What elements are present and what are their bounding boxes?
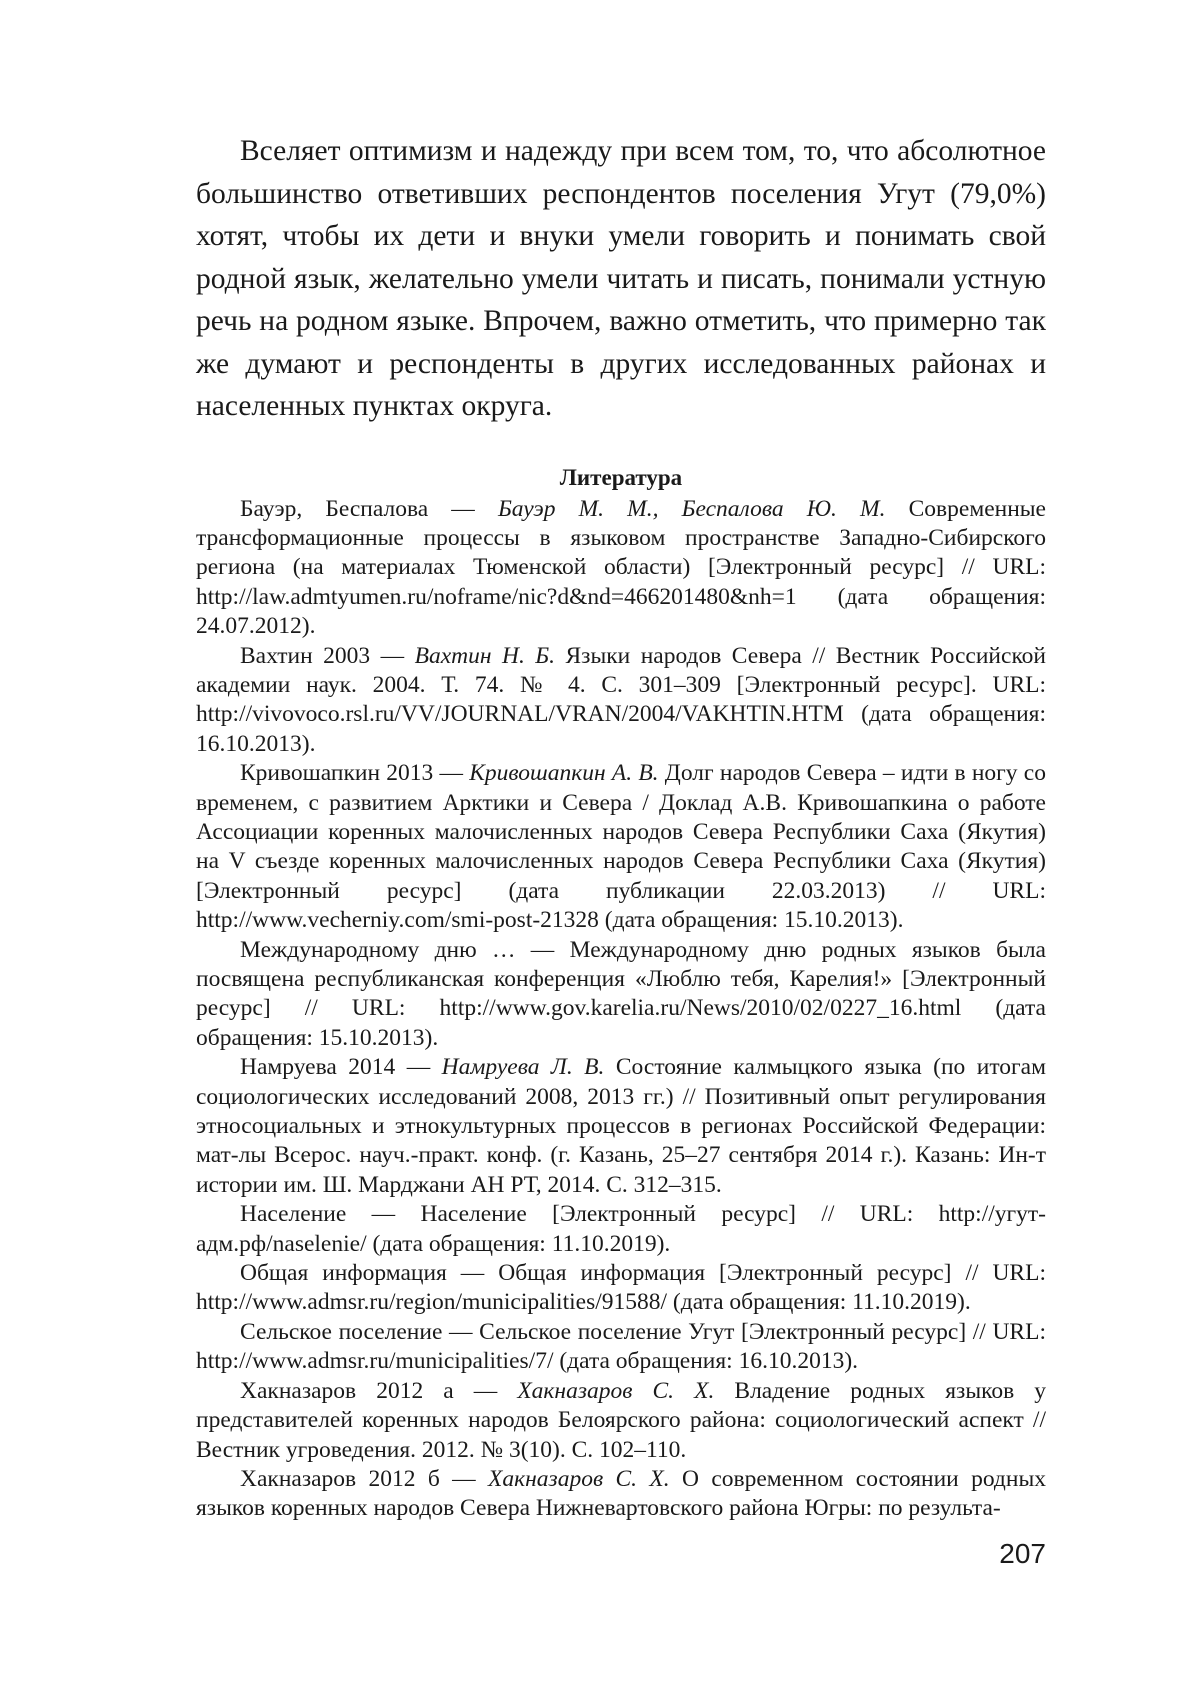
references-heading: Литература [196, 463, 1046, 493]
page-number: 207 [999, 1538, 1046, 1570]
reference-author: Хакназаров С. Х. [488, 1466, 670, 1492]
reference-key: Сельское поселение — [240, 1319, 479, 1345]
reference-text: Сельское поселение Угут [Электронный ресурс] // URL: http://www.admsr.ru/municipalities/7/ (дата обращения: 16.10.2013). [196, 1319, 1046, 1374]
page-content [196, 130, 1046, 1524]
reference-text: Современные трансформационные процессы в языковом пространстве Западно-Сибирского региона (на материалах Тюменской области) [Электронный ресурс] // URL: http://law.admtyumen.ru/noframe/nic?d&nd=466201480&nh=1 (дата обращения: 24.07.2012). [196, 496, 1046, 640]
reference-text: Международному дню родных языков была посвящена республиканская конференция «Люблю тебя, Карелия!» [Электронный ресурс] // URL: http://www.gov.karelia.ru/News/2010/02/0227_16.html (дата обращения: 15.10.2013). [196, 937, 1046, 1051]
reference-text: Состояние калмыцкого языка (по итогам социологических исследований 2008, 2013 гг.) // Позитивный опыт регулирования этносоциальных и этнокультурных процессов в регионах Российской Федерации: мат-лы Всерос. науч.-практ. конф. (г. Казань, 25–27 сентября 2014 г.). Казань: Ин-т истории им. Ш. Марджани АН РТ, 2014. С. 312–315. [196, 1054, 1046, 1198]
reference-item [196, 1377, 1046, 1465]
reference-text: Языки народов Севера // Вестник Российской академии наук. 2004. Т. 74. № 4. С. 301–309 [Электронный ресурс]. URL: http://vivovoco.rsl.ru/VV/JOURNAL/VRAN/2004/VAKHTIN.HTM (дата обращения: 16.10.2013). [196, 643, 1046, 757]
reference-author: Бауэр М. М., Беспалова Ю. М. [498, 496, 886, 522]
reference-author: Вахтин Н. Б. [415, 643, 555, 669]
reference-text: Долг народов Севера – идти в ногу со временем, с развитием Арктики и Севера / Доклад А.В. Кривошапкина о работе Ассоциации коренных малочисленных народов Севера Республики Саха (Якутия) на V съезде коренных малочисленных народов Севера Республики Саха (Якутия) [Электронный ресурс] (дата публикации 22.03.2013) // URL: http://www.vecherniy.com/smi-post-21328 (дата обращения: 15.10.2013). [196, 760, 1046, 933]
reference-item [196, 1318, 1046, 1377]
reference-key: Население — [240, 1201, 420, 1227]
reference-author: Кривошапкин А. В. [469, 760, 658, 786]
reference-item [196, 495, 1046, 642]
reference-author: Хакназаров С. Х. [517, 1378, 714, 1404]
reference-key: Хакназаров 2012 а — [240, 1378, 517, 1404]
reference-key: Общая информация — [240, 1260, 498, 1286]
reference-author: Намруева Л. В. [442, 1054, 605, 1080]
reference-item [196, 936, 1046, 1054]
reference-item [196, 1200, 1046, 1259]
references-list [196, 495, 1046, 1524]
reference-item [196, 1465, 1046, 1524]
reference-item [196, 759, 1046, 935]
reference-text: О современном состоянии родных языков коренных народов Севера Нижневартовского района Югры: по результа- [196, 1466, 1046, 1521]
reference-item [196, 1259, 1046, 1318]
reference-key: Международному дню … — [240, 937, 570, 963]
reference-key: Хакназаров 2012 б — [240, 1466, 488, 1492]
reference-item [196, 642, 1046, 760]
body-paragraph: Вселяет оптимизм и надежду при всем том, то, что абсолютное большинство ответивших респондентов поселения Угут (79,0%) хотят, чтобы их дети и внуки умели говорить и понимать свой родной язык, желательно умели читать и писать, понимали устную речь на родном языке. Впрочем, важно отметить, что примерно так же думают и респонденты в других исследованных районах и населенных пунктах округа. [196, 130, 1046, 428]
reference-item [196, 1053, 1046, 1200]
reference-key: Намруева 2014 — [240, 1054, 442, 1080]
reference-key: Кривошапкин 2013 — [240, 760, 469, 786]
reference-key: Бауэр, Беспалова — [240, 496, 498, 522]
reference-text: Население [Электронный ресурс] // URL: http://угут-адм.рф/naselenie/ (дата обращения: 11.10.2019). [196, 1201, 1046, 1256]
reference-key: Вахтин 2003 — [240, 643, 415, 669]
reference-text: Общая информация [Электронный ресурс] // URL: http://www.admsr.ru/region/municipalities/91588/ (дата обращения: 11.10.2019). [196, 1260, 1046, 1315]
reference-text: Владение родных языков у представителей коренных народов Белоярского района: социологический аспект // Вестник угроведения. 2012. № 3(10). С. 102–110. [196, 1378, 1046, 1463]
